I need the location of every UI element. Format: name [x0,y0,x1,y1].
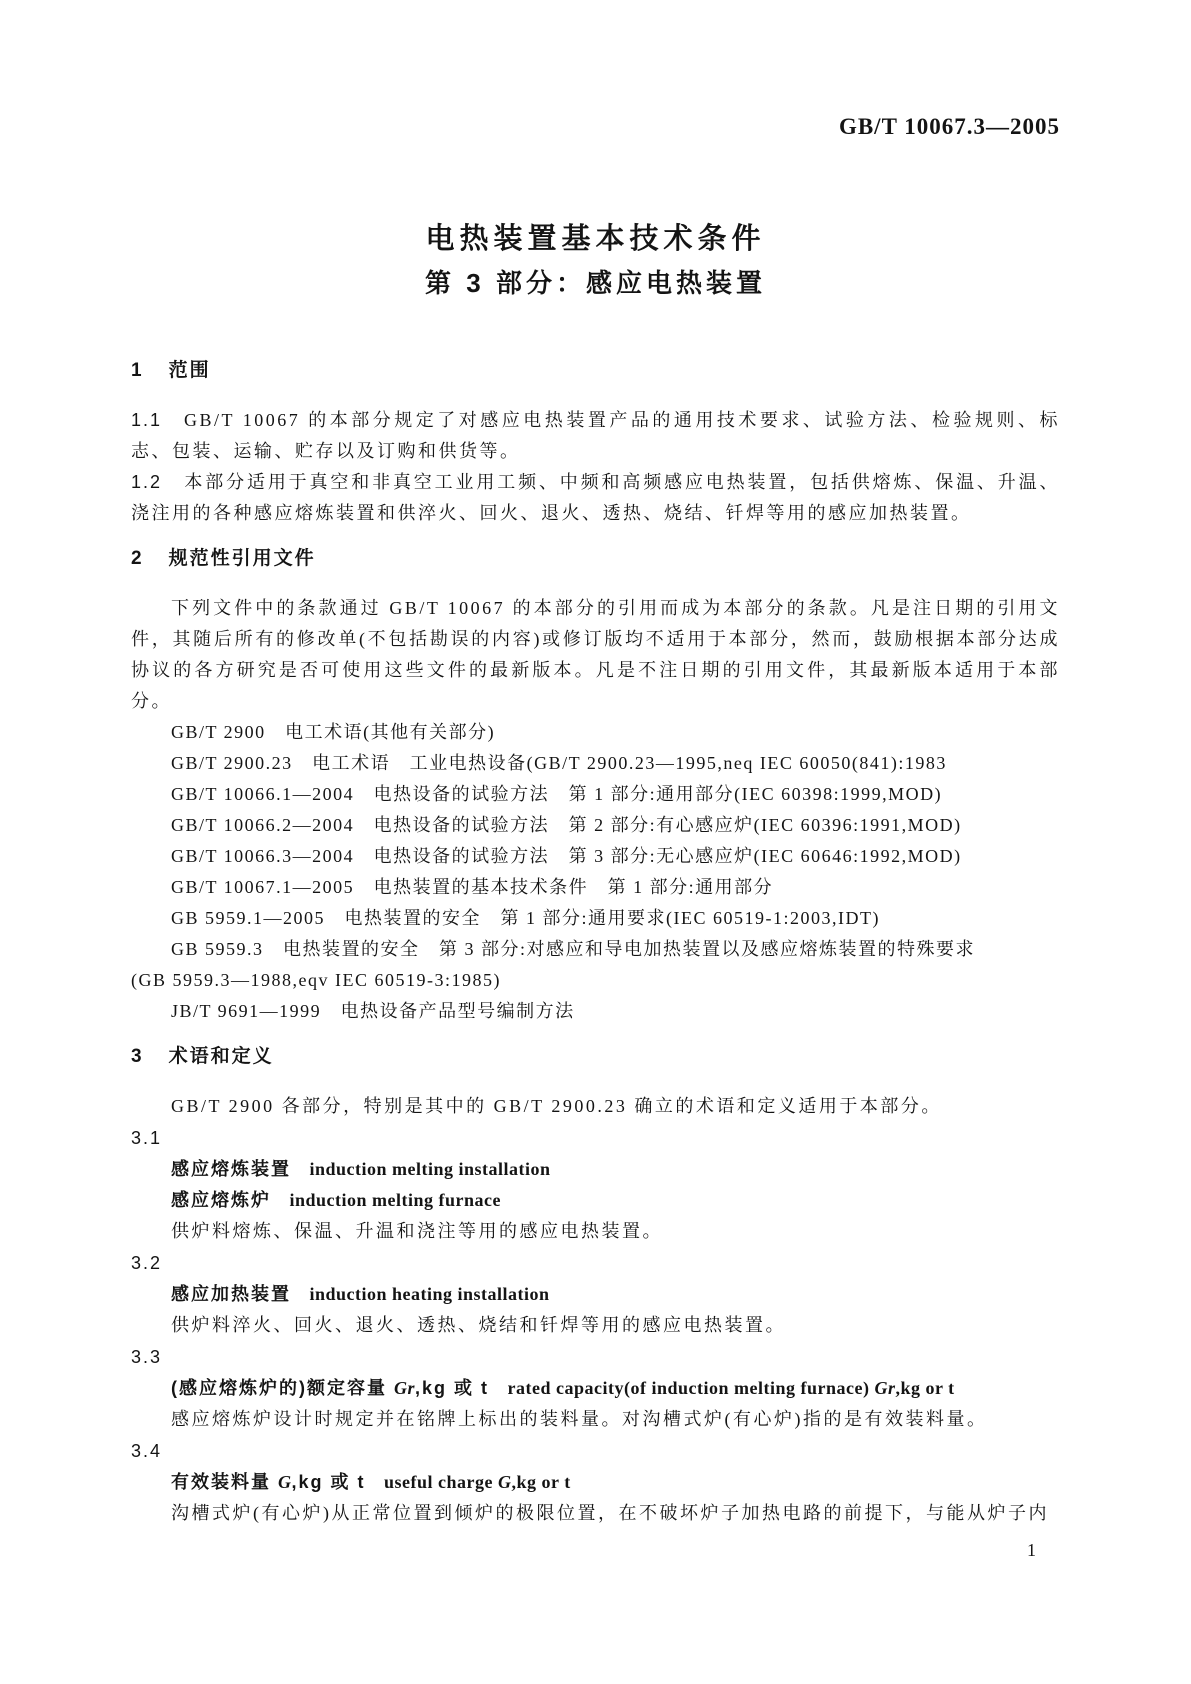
text-segment: G [278,1472,292,1492]
terms-intro [131,1091,1060,1122]
text-segment: 供炉料淬火、回火、退火、透热、烧结和钎焊等用的感应电热装置。 [171,1315,786,1335]
text-segment: 3.2 [131,1253,163,1273]
doc-title [131,220,1060,300]
section-heading-references [131,546,1060,572]
text-segment: 本部分适用于真空和非真空工业用工频、中频和高频感应电热装置，包括供熔炼、保温、升温、浇注用的各种感应熔炼装置和供淬火、回火、退火、透热、烧结、钎焊等用的感应加热装置。 [131,472,1060,523]
document-body [131,358,1060,1529]
reference-item [131,748,1060,779]
text-segment: 有效装料量 [171,1472,279,1492]
text-segment: 沟槽式炉(有心炉)从正常位置到倾炉的极限位置，在不破坏炉子加热电路的前提下，与能从炉子内 [171,1503,1049,1523]
text-segment: 术语和定义 [168,1046,274,1067]
text-segment: GB/T 10066.3—2004 电热设备的试验方法 第 3 部分:无心感应炉(IEC 60646:1992,MOD) [171,846,962,866]
doc-title-line1: 电热装置基本技术条件 [425,223,766,255]
text-segment: 规范性引用文件 [168,548,316,569]
clause-number: 1.2 [131,472,163,492]
clause-label-3-4 [131,1436,1060,1467]
term-line [131,1154,1060,1185]
definition [131,1498,1060,1529]
clause-label-3-3 [131,1342,1060,1373]
clause-number: 1 [131,360,142,381]
reference-item [131,841,1060,872]
clause-number: 3 [131,1046,142,1067]
text-segment: 范围 [168,360,211,381]
definition [131,1216,1060,1247]
text-segment: GB 5959.1—2005 电热装置的安全 第 1 部分:通用要求(IEC 60519-1:2003,IDT) [171,908,880,928]
text-segment: 感应熔炼装置 [171,1159,291,1179]
text-segment: ,kg or t [511,1472,571,1492]
text-segment: rated capacity(of induction melting furnace) [489,1378,875,1398]
reference-item [131,810,1060,841]
text-segment: GB 5959.3 电热装置的安全 第 3 部分:对感应和导电加热装置以及感应熔炼装置的特殊要求 [171,939,976,959]
text-segment: induction melting installation [291,1159,551,1179]
text-segment: (GB 5959.3—1988,eqv IEC 60519-3:1985) [131,970,501,990]
definition [131,1310,1060,1341]
section-heading-terms [131,1044,1060,1070]
term-line [131,1185,1060,1216]
text-segment: induction heating installation [291,1284,550,1304]
page-number: 1 [1027,1540,1036,1560]
text-segment: GB/T 10067 的本部分规定了对感应电热装置产品的通用技术要求、试验方法、检验规则、标志、包装、运输、贮存以及订购和供货等。 [131,410,1060,461]
text-segment: GB/T 2900 电工术语(其他有关部分) [171,722,496,742]
text-segment: GB/T 2900 各部分，特别是其中的 GB/T 2900.23 确立的术语和定义适用于本部分。 [171,1096,942,1116]
text-segment: ,kg or t [895,1378,955,1398]
clause-label-3-1 [131,1123,1060,1154]
text-segment: GB/T 10066.2—2004 电热设备的试验方法 第 2 部分:有心感应炉(IEC 60396:1991,MOD) [171,815,962,835]
term-line [131,1467,1060,1498]
doc-title-line2: 第 3 部分：感应电热装置 [425,268,766,298]
text-segment: ,kg 或 t [415,1378,490,1398]
text-segment: 供炉料熔炼、保温、升温和浇注等用的感应电热装置。 [171,1221,663,1241]
text-segment: 3.3 [131,1347,163,1367]
reference-item [131,996,1060,1027]
text-segment: 3.1 [131,1128,163,1148]
text-segment: GB/T 10066.1—2004 电热设备的试验方法 第 1 部分:通用部分(IEC 60398:1999,MOD) [171,784,943,804]
reference-item [131,717,1060,748]
text-segment: GB/T 2900.23 电工术语 工业电热设备(GB/T 2900.23—1995,neq IEC 60050(841):1983 [171,753,947,773]
text-segment: JB/T 9691—1999 电热设备产品型号编制方法 [171,1001,575,1021]
text-segment: Gr [394,1378,416,1398]
text-segment: Gr [874,1378,896,1398]
references-intro [131,593,1060,717]
text-segment: 3.4 [131,1441,163,1461]
text-segment: 感应熔炼炉 [171,1190,271,1210]
text-segment: (感应熔炼炉的)额定容量 [171,1378,394,1398]
clause-number: 2 [131,548,142,569]
text-segment: GB/T 10067.1—2005 电热装置的基本技术条件 第 1 部分:通用部分 [171,877,774,897]
definition [131,1404,1060,1435]
section-heading-scope [131,358,1060,384]
text-segment: ,kg 或 t [291,1472,366,1492]
term-line [131,1279,1060,1310]
text-segment: induction melting furnace [271,1190,502,1210]
reference-item [131,872,1060,903]
clause-1-1 [131,405,1060,467]
clause-number: 1.1 [131,410,163,430]
text-segment: useful charge [365,1472,499,1492]
clause-label-3-2 [131,1248,1060,1279]
reference-item-continuation [131,965,1060,996]
clause-1-2 [131,467,1060,529]
reference-item [131,934,1060,965]
text-segment: 下列文件中的条款通过 GB/T 10067 的本部分的引用而成为本部分的条款。凡是注日期的引用文件，其随后所有的修改单(不包括勘误的内容)或修订版均不适用于本部分，然而，鼓励根据本部分达成协议的各方研究是否可使用这些文件的最新版本。凡是不注日期的引用文件，其最新版本适用于本部分。 [131,598,1061,711]
term-line [131,1373,1060,1404]
text-segment: G [498,1472,512,1492]
text-segment: 感应熔炼炉设计时规定并在铭牌上标出的装料量。对沟槽式炉(有心炉)指的是有效装料量。 [171,1409,988,1429]
doc-number: GB/T 10067.3—2005 [838,114,1060,139]
text-segment: 感应加热装置 [171,1284,291,1304]
reference-item [131,903,1060,934]
reference-item [131,779,1060,810]
